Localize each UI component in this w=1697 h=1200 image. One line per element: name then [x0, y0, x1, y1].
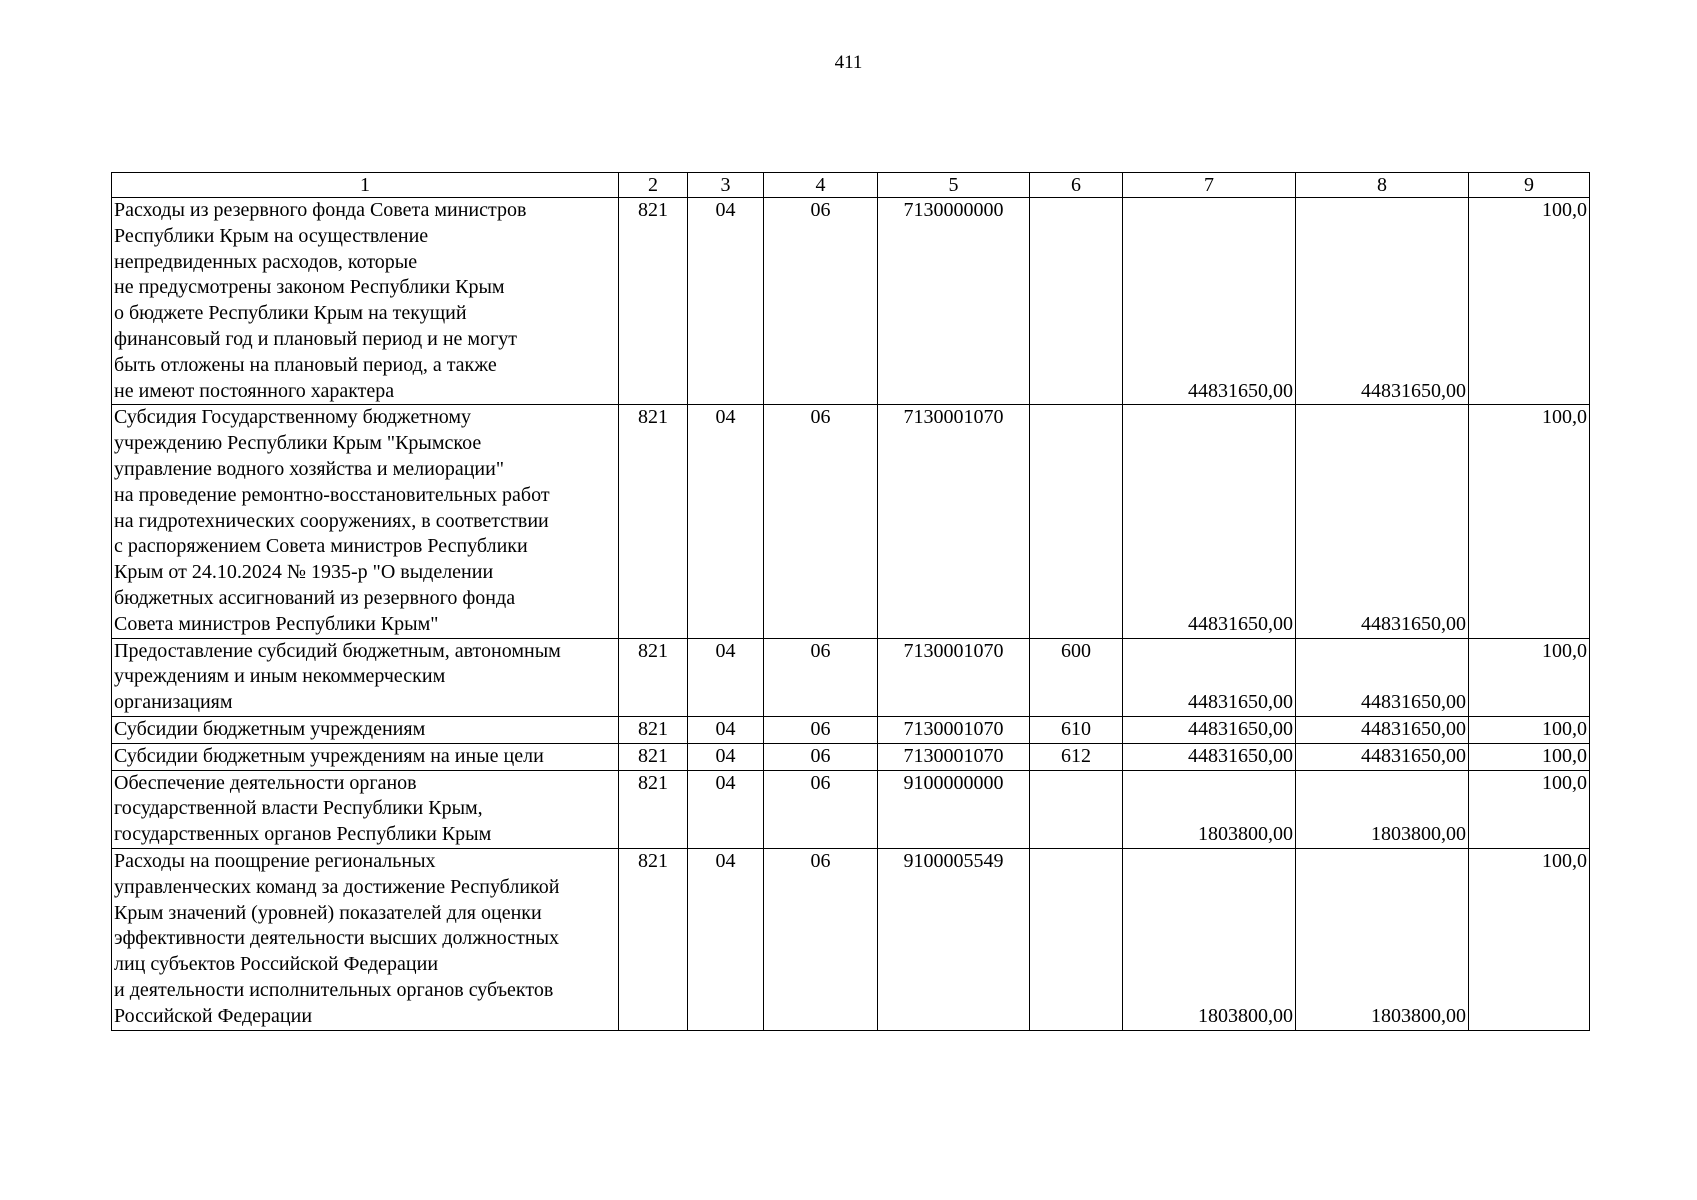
- subsection-code: 06: [764, 198, 878, 405]
- section-code: 04: [688, 198, 764, 405]
- header-cell: 9: [1469, 173, 1590, 198]
- table-row: [112, 743, 1590, 770]
- section-code: 04: [688, 848, 764, 1030]
- amount-planned: 1803800,00: [1123, 848, 1296, 1030]
- expense-type-code: 610: [1030, 716, 1123, 743]
- target-article-code: 9100000000: [878, 770, 1030, 848]
- header-cell: 3: [688, 173, 764, 198]
- subsection-code: 06: [764, 848, 878, 1030]
- row-description: Субсидии бюджетным учреждениям на иные цели: [112, 743, 619, 770]
- table-row: [112, 716, 1590, 743]
- execution-percent: 100,0: [1469, 743, 1590, 770]
- execution-percent: 100,0: [1469, 716, 1590, 743]
- subsection-code: 06: [764, 743, 878, 770]
- amount-planned: 44831650,00: [1123, 198, 1296, 405]
- amount-planned: 44831650,00: [1123, 743, 1296, 770]
- amount-planned: 1803800,00: [1123, 770, 1296, 848]
- expense-type-code: [1030, 198, 1123, 405]
- amount-executed: 44831650,00: [1296, 716, 1469, 743]
- section-code: 04: [688, 743, 764, 770]
- target-article-code: 7130000000: [878, 198, 1030, 405]
- subsection-code: 06: [764, 405, 878, 638]
- amount-planned: 44831650,00: [1123, 716, 1296, 743]
- ministry-code: 821: [619, 716, 688, 743]
- amount-planned: 44831650,00: [1123, 638, 1296, 716]
- execution-percent: 100,0: [1469, 770, 1590, 848]
- table-row: [112, 848, 1590, 1030]
- target-article-code: 9100005549: [878, 848, 1030, 1030]
- amount-executed: 44831650,00: [1296, 638, 1469, 716]
- row-description: Обеспечение деятельности органов государственной власти Республики Крым, государственных органов Республики Крым: [112, 770, 619, 848]
- execution-percent: 100,0: [1469, 638, 1590, 716]
- amount-executed: 44831650,00: [1296, 743, 1469, 770]
- amount-executed: 44831650,00: [1296, 198, 1469, 405]
- row-description: Субсидии бюджетным учреждениям: [112, 716, 619, 743]
- header-cell: 8: [1296, 173, 1469, 198]
- row-description: Расходы из резервного фонда Совета министров Республики Крым на осуществление непредвиденных расходов, которые не предусмотрены законом Республики Крым о бюджете Республики Крым на текущий финансовый год и плановый период и не могут быть отложены на плановый период, а также не имеют постоянного характера: [112, 198, 619, 405]
- header-cell: 6: [1030, 173, 1123, 198]
- target-article-code: 7130001070: [878, 638, 1030, 716]
- subsection-code: 06: [764, 638, 878, 716]
- subsection-code: 06: [764, 716, 878, 743]
- ministry-code: 821: [619, 198, 688, 405]
- table-row: [112, 770, 1590, 848]
- row-description: Предоставление субсидий бюджетным, автономным учреждениям и иным некоммерческим организациям: [112, 638, 619, 716]
- table-row: [112, 405, 1590, 638]
- header-cell: 4: [764, 173, 878, 198]
- target-article-code: 7130001070: [878, 405, 1030, 638]
- execution-percent: 100,0: [1469, 405, 1590, 638]
- section-code: 04: [688, 770, 764, 848]
- header-cell: 1: [112, 173, 619, 198]
- ministry-code: 821: [619, 743, 688, 770]
- ministry-code: 821: [619, 638, 688, 716]
- budget-table: [111, 172, 1590, 1031]
- header-cell: 5: [878, 173, 1030, 198]
- header-cell: 2: [619, 173, 688, 198]
- section-code: 04: [688, 638, 764, 716]
- page-number: 411: [834, 52, 863, 73]
- execution-percent: 100,0: [1469, 198, 1590, 405]
- execution-percent: 100,0: [1469, 848, 1590, 1030]
- expense-type-code: [1030, 405, 1123, 638]
- target-article-code: 7130001070: [878, 743, 1030, 770]
- ministry-code: 821: [619, 770, 688, 848]
- subsection-code: 06: [764, 770, 878, 848]
- expense-type-code: 612: [1030, 743, 1123, 770]
- table-row: [112, 198, 1590, 405]
- row-description: Расходы на поощрение региональных управленческих команд за достижение Республикой Крым значений (уровней) показателей для оценки эффективности деятельности высших должностных лиц субъектов Российской Федерации и деятельности исполнительных органов субъектов Российской Федерации: [112, 848, 619, 1030]
- header-cell: 7: [1123, 173, 1296, 198]
- section-code: 04: [688, 405, 764, 638]
- amount-executed: 1803800,00: [1296, 770, 1469, 848]
- expense-type-code: [1030, 848, 1123, 1030]
- ministry-code: 821: [619, 848, 688, 1030]
- expense-type-code: [1030, 770, 1123, 848]
- amount-executed: 1803800,00: [1296, 848, 1469, 1030]
- section-code: 04: [688, 716, 764, 743]
- header-row: [112, 173, 1590, 198]
- amount-executed: 44831650,00: [1296, 405, 1469, 638]
- row-description: Субсидия Государственному бюджетному учреждению Республики Крым "Крымское управление водного хозяйства и мелиорации" на проведение ремонтно-восстановительных работ на гидротехнических сооружениях, в соответствии с распоряжением Совета министров Республики Крым от 24.10.2024 № 1935-р "О выделении бюджетных ассигнований из резервного фонда Совета министров Республики Крым": [112, 405, 619, 638]
- ministry-code: 821: [619, 405, 688, 638]
- target-article-code: 7130001070: [878, 716, 1030, 743]
- expense-type-code: 600: [1030, 638, 1123, 716]
- table-row: [112, 638, 1590, 716]
- amount-planned: 44831650,00: [1123, 405, 1296, 638]
